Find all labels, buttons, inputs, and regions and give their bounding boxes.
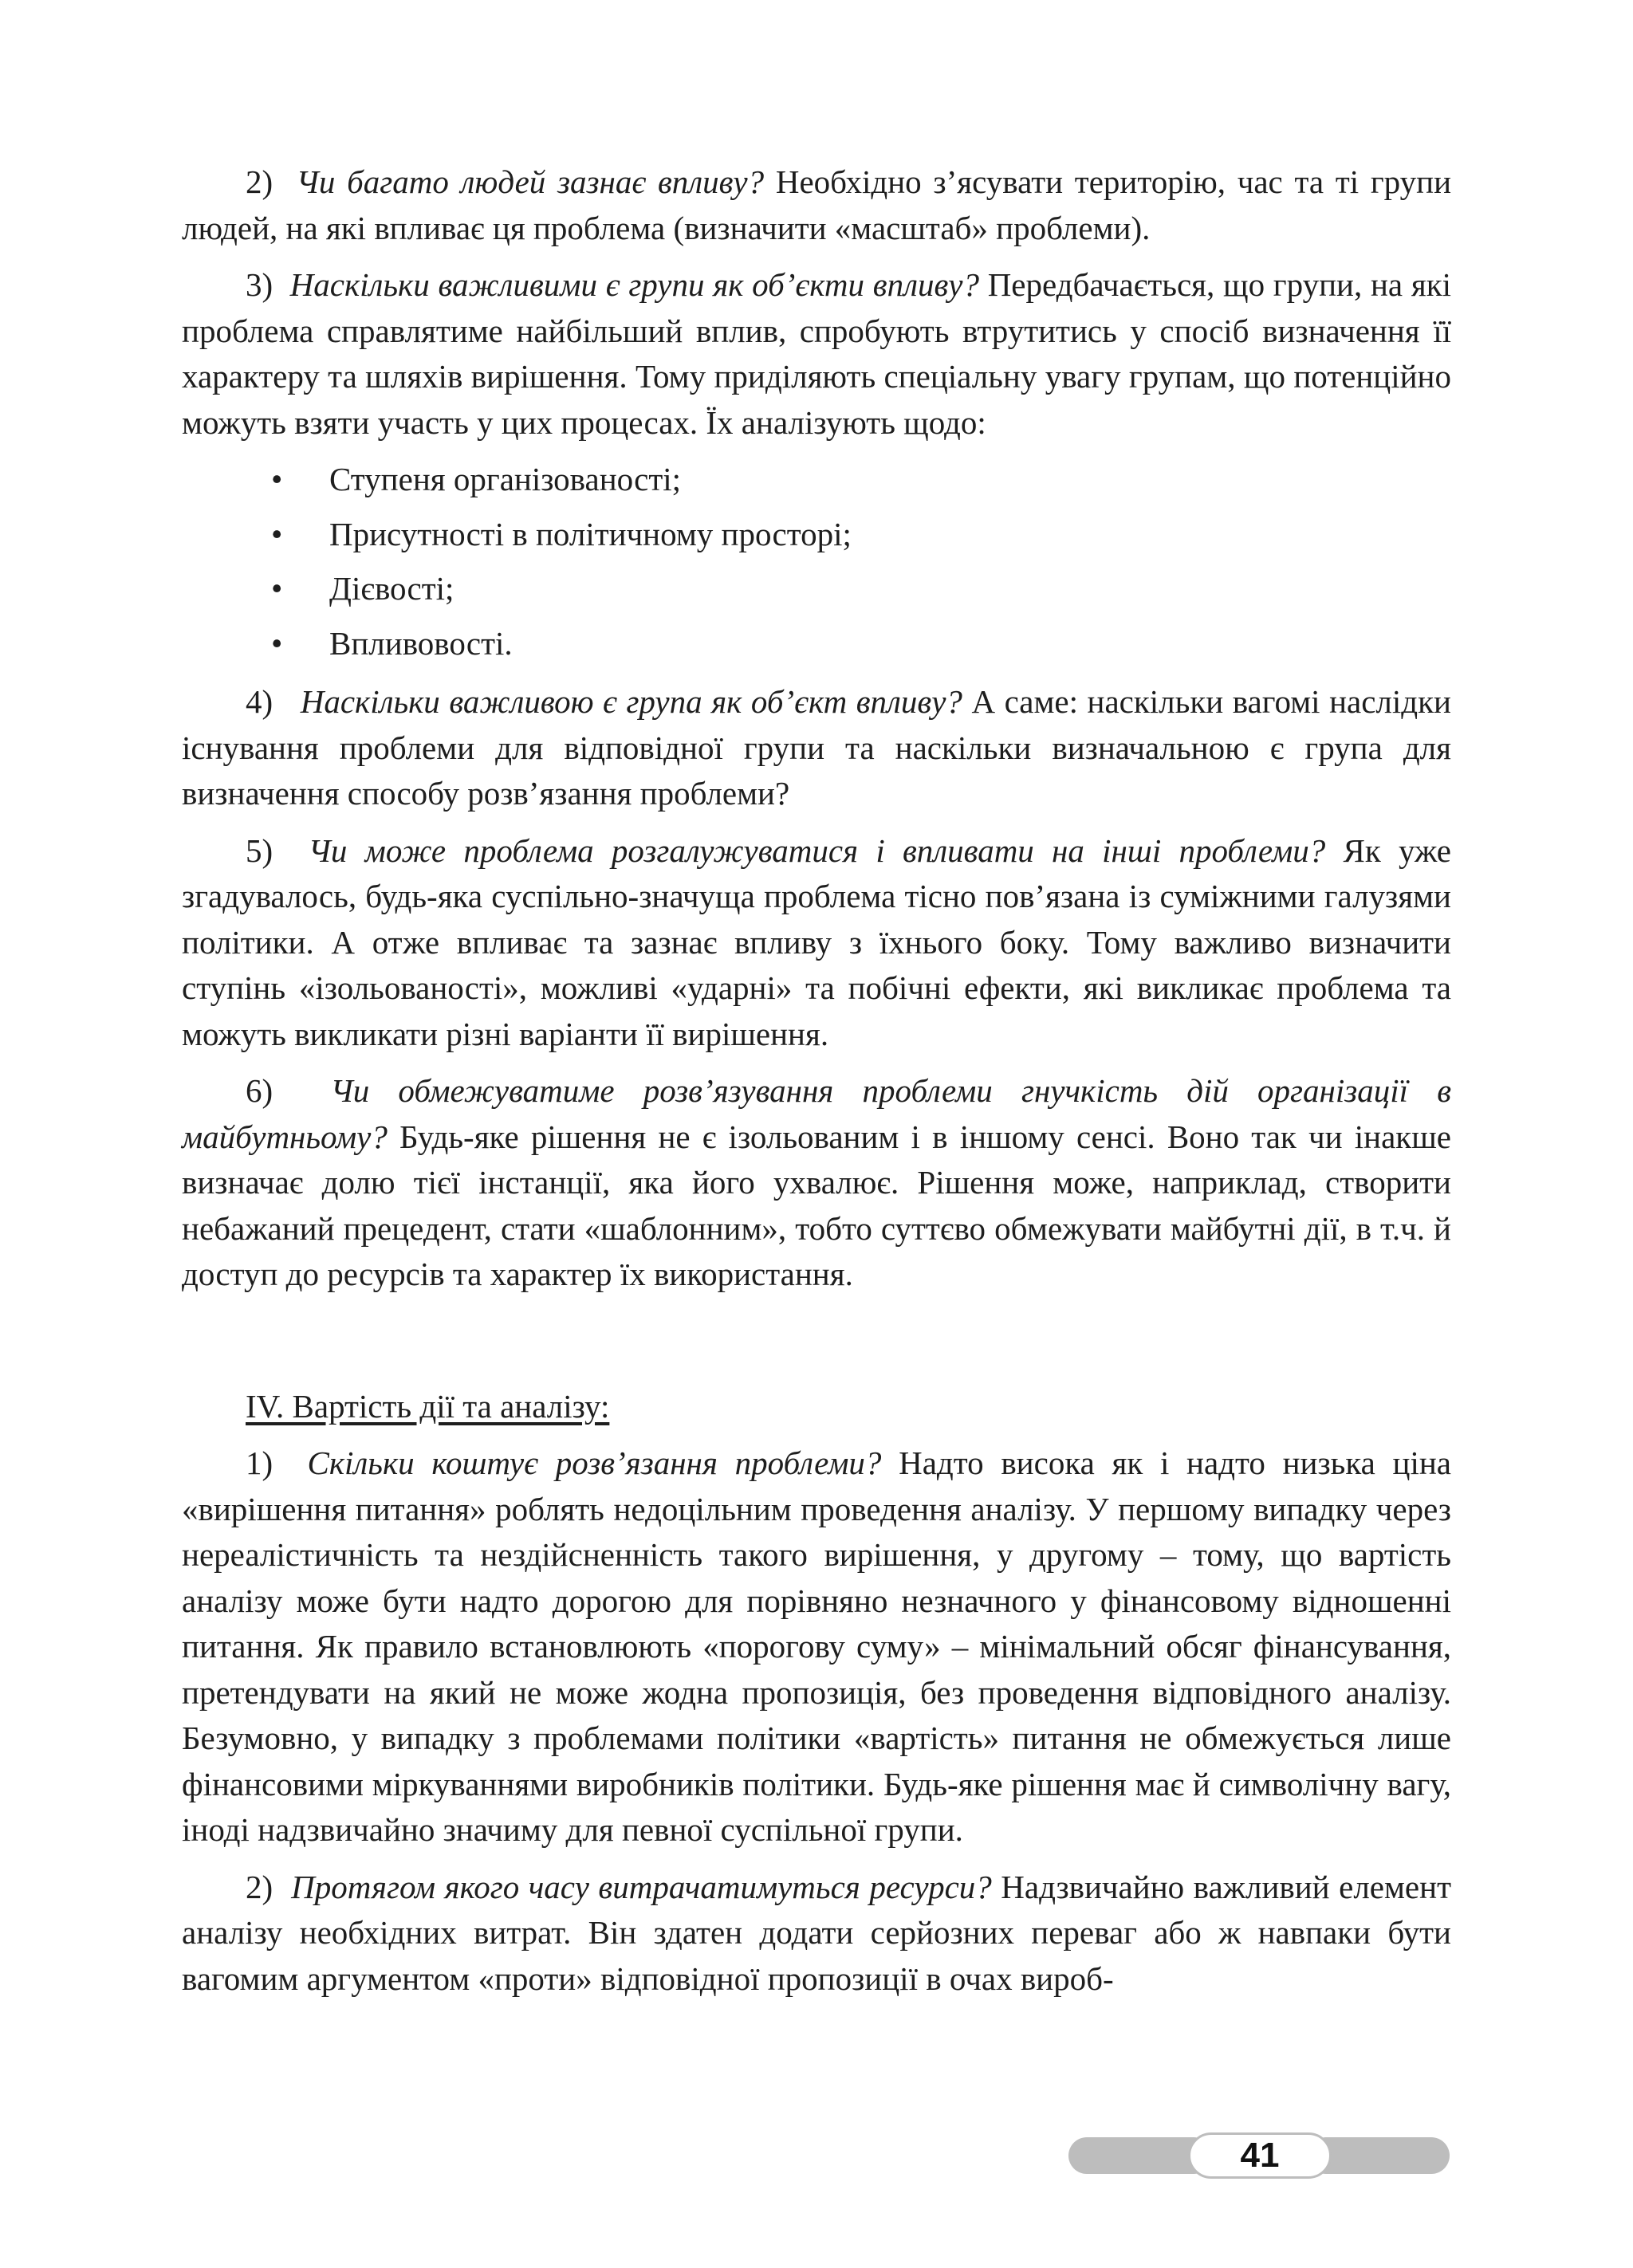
bullet-icon: • bbox=[271, 570, 283, 607]
paragraph-item-5: 5) Чи може проблема розгалужуватися і впливати на інші проблеми? Як уже згадувалось, будь-яка суспільно-значуща проблема тісно пов’язана із суміжними галузями політики. А отже впливає та зазнає впливу з їхнього боку. Тому важливо визначити ступінь «ізольованості», можливі «ударні» та побічні ефекти, які викликає проблема та можуть викликати різні варіанти її вирішення. bbox=[182, 831, 1451, 1052]
item-question: Чи обмежуватиме розв’язування проблеми гнучкість дій організації в майбутньому? bbox=[182, 1072, 1451, 1155]
list-item: • Присутності в політичному просторі; bbox=[182, 512, 1451, 558]
item-text: А саме: наскільки вагомі наслідки існування проблеми для відповідної групи та наскільки визначальною є група для визначення способу розв’язання проблеми? bbox=[182, 683, 1451, 812]
item-text: Передбачається, що групи, на які проблема справлятиме найбільший вплив, спробують втрутитись у спосіб визначення її характеру та шляхів вирішення. Тому приділяють спеціальну увагу групам, що потенційно можуть взяти участь у цих процесах. Їх аналізують щодо: bbox=[182, 266, 1452, 441]
paragraph-section-item-2: 2) Протягом якого часу витрачатимуться ресурси? Надзвичайно важливий елемент аналізу необхідних витрат. Він здатен додати серйозних переваг або ж навпаки бути вагомим аргументом «проти» відповідної пропозиції в очах вироб- bbox=[182, 1868, 1451, 1997]
page-body bbox=[182, 159, 1451, 2013]
bullet-icon: • bbox=[271, 461, 283, 497]
bullet-list bbox=[182, 457, 1451, 666]
list-item: • Дієвості; bbox=[182, 566, 1451, 612]
item-text: Необхідно з’ясувати територію, час та ті групи людей, на які впливає ця проблема (визначити «масштаб» проблеми). bbox=[182, 163, 1452, 246]
item-question: Протягом якого часу витрачатимуться ресурси? bbox=[291, 1868, 992, 1905]
list-item: • Ступеня організованості; bbox=[182, 457, 1451, 503]
item-question: Наскільки важливою є група як об’єкт впливу? bbox=[300, 683, 962, 720]
item-question: Наскільки важливими є групи як об’єкти впливу? bbox=[289, 266, 979, 303]
paragraph-item-4: 4) Наскільки важливою є група як об’єкт впливу? А саме: наскільки вагомі наслідки існування проблеми для відповідної групи та наскільки визначальною є група для визначення способу розв’язання проблеми? bbox=[182, 683, 1451, 812]
paragraph-section-item-1: 1) Скільки коштує розв’язання проблеми? Надто висока як і надто низька ціна «вирішення питання» роблять недоцільним проведення аналізу. У першому випадку через нереалістичність та нездійсненність такого вирішення, у другому – тому, що вартість аналізу може бути надто дорогою для порівняно незначного у фінансовому відношенні питання. Як правило встановлюють «порогову суму» – мінімальний обсяг фінансування, претендувати на який не може жодна пропозиція, без проведення відповідного аналізу. Безумовно, у випадку з проблемами політики «вартість» питання не обмежується лише фінансовими міркуваннями виробників політики. Будь-яке рішення має й символічну вагу, іноді надзвичайно значиму для певної суспільної групи. bbox=[182, 1445, 1451, 1848]
paragraph-item-6: 6) Чи обмежуватиме розв’язування проблеми гнучкість дій організації в майбутньому? Будь-яке рішення не є ізольованим і в іншому сенсі. Воно так чи інакше визначає долю тієї інстанції, яка його ухвалює. Рішення може, наприклад, створити небажаний прецедент, стати «шаблонним», тобто суттєво обмежувати майбутні дії, в т.ч. й доступ до ресурсів та характер їх використання. bbox=[182, 1072, 1451, 1292]
item-text: Як уже згадувалось, будь-яка суспільно-значуща проблема тісно пов’язана із суміжними галузями політики. А отже впливає та зазнає впливу з їхнього боку. Тому важливо визначити ступінь «ізольованості», можливі «ударні» та побічні ефекти, які викликає проблема та можуть викликати різні варіанти її вирішення. bbox=[182, 831, 1451, 1052]
paragraph-item-2: 2) Чи багато людей зазнає впливу? Необхідно з’ясувати територію, час та ті групи людей, на які впливає ця проблема (визначити «масштаб» проблеми). bbox=[182, 163, 1452, 246]
item-question: Чи може проблема розгалужуватися і впливати на інші проблеми? bbox=[308, 831, 1326, 869]
page-number-badge bbox=[1068, 2132, 1450, 2179]
page-number: 41 bbox=[1188, 2132, 1332, 2179]
item-text: Надзвичайно важливий елемент аналізу необхідних витрат. Він здатен додати серйозних переваг або ж навпаки бути вагомим аргументом «проти» відповідної пропозиції в очах вироб- bbox=[182, 1868, 1451, 1997]
section-heading: IV. Вартість дії та аналізу: bbox=[246, 1387, 610, 1425]
bullet-icon: • bbox=[271, 624, 283, 662]
list-item: • Впливовості. bbox=[182, 621, 1451, 667]
item-text: Надто висока як і надто низька ціна «вирішення питання» роблять недоцільним проведення аналізу. У першому випадку через нереалістичність та нездійсненність такого вирішення, у другому – тому, що вартість аналізу може бути надто дорогою для порівняно незначного у фінансовому відношенні питання. Як правило встановлюють «порогову суму» – мінімальний обсяг фінансування, претендувати на який не може жодна пропозиція, без проведення відповідного аналізу. Безумовно, у випадку з проблемами політики «вартість» питання не обмежується лише фінансовими міркуваннями виробників політики. Будь-яке рішення має й символічну вагу, іноді надзвичайно значиму для певної суспільної групи. bbox=[182, 1445, 1451, 1848]
item-question: Скільки коштує розв’язання проблеми? bbox=[307, 1445, 882, 1481]
bullet-icon: • bbox=[271, 515, 283, 552]
item-text: Будь-яке рішення не є ізольованим і в іншому сенсі. Воно так чи інакше визначає долю тієї інстанції, яка його ухвалює. Рішення може, наприклад, створити небажаний прецедент, стати «шаблонним», тобто суттєво обмежувати майбутні дії, в т.ч. й доступ до ресурсів та характер їх використання. bbox=[182, 1118, 1451, 1292]
item-question: Чи багато людей зазнає впливу? bbox=[296, 163, 765, 200]
paragraph-item-3: 3) Наскільки важливими є групи як об’єкти впливу? Передбачається, що групи, на які проблема справлятиме найбільший вплив, спробують втрутитись у спосіб визначення її характеру та шляхів вирішення. Тому приділяють спеціальну увагу групам, що потенційно можуть взяти участь у цих процесах. Їх аналізують щодо: bbox=[182, 266, 1452, 441]
